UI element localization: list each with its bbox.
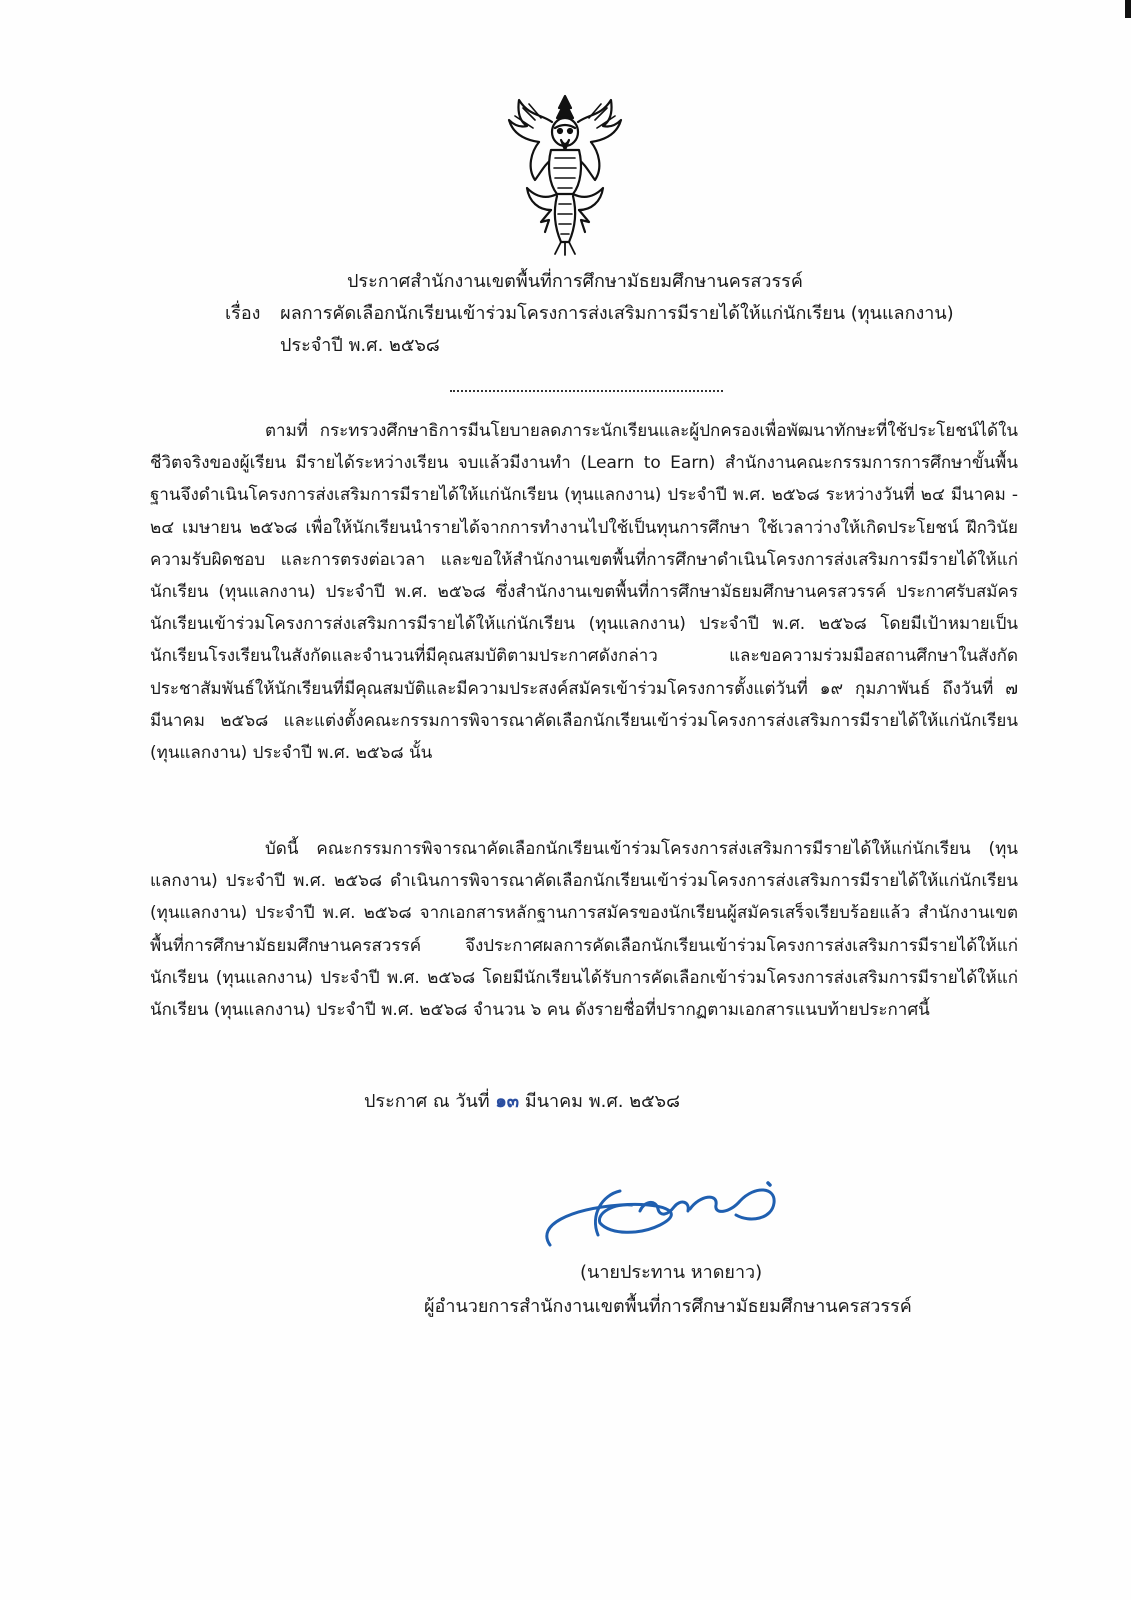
subject-line bbox=[225, 298, 954, 330]
issuing-office-title: ประกาศสำนักงานเขตพื้นที่การศึกษามัธยมศึกษานครสวรรค์ bbox=[347, 271, 803, 292]
body-paragraph-1: ตามที่ กระทรวงศึกษาธิการมีนโยบายลดภาระนักเรียนและผู้ปกครองเพื่อพัฒนาทักษะที่ใช้ประโยชน์ได้ในชีวิตจริงของผู้เรียน มีรายได้ระหว่างเรียน จบแล้วมีงานทำ (Learn to Earn) สำนักงานคณะกรรมการการศึกษาขั้นพื้นฐานจึงดำเนินโครงการส่งเสริมการมีรายได้ให้แก่นักเรียน (ทุนแลกงาน) ประจำปี พ.ศ. ๒๕๖๘ ระหว่างวันที่ ๒๔ มีนาคม - ๒๔ เมษายน ๒๕๖๘ เพื่อให้นักเรียนนำรายได้จากการทำงานไปใช้เป็นทุนการศึกษา ใช้เวลาว่างให้เกิดประโยชน์ ฝึกวินัย ความรับผิดชอบ และการตรงต่อเวลา และขอให้สำนักงานเขตพื้นที่การศึกษาดำเนินโครงการส่งเสริมการมีรายได้ให้แก่นักเรียน (ทุนแลกงาน) ประจำปี พ.ศ. ๒๕๖๘ ซึ่งสำนักงานเขตพื้นที่การศึกษามัธยมศึกษานครสวรรค์ ประกาศรับสมัครนักเรียนเข้าร่วมโครงการส่งเสริมการมีรายได้ให้แก่นักเรียน (ทุนแลกงาน) ประจำปี พ.ศ. ๒๕๖๘ โดยมีเป้าหมายเป็นนักเรียนโรงเรียนในสังกัดและจำนวนที่มีคุณสมบัติตามประกาศดังกล่าว และขอความร่วมมือสถานศึกษาในสังกัดประชาสัมพันธ์ให้นักเรียนที่มีคุณสมบัติและมีความประสงค์สมัครเข้าร่วมโครงการตั้งแต่วันที่ ๑๙ กุมภาพันธ์ ถึงวันที่ ๗ มีนาคม ๒๕๖๘ และแต่งตั้งคณะกรรมการพิจารณาคัดเลือกนักเรียนเข้าร่วมโครงการส่งเสริมการมีรายได้ให้แก่นักเรียน (ทุนแลกงาน) ประจำปี พ.ศ. ๒๕๖๘ นั้น bbox=[150, 421, 1018, 764]
subject-label: เรื่อง bbox=[225, 303, 261, 324]
body-paragraph-2: บัดนี้ คณะกรรมการพิจารณาคัดเลือกนักเรียนเข้าร่วมโครงการส่งเสริมการมีรายได้ให้แก่นักเรียน (ทุนแลกงาน) ประจำปี พ.ศ. ๒๕๖๘ ดำเนินการพิจารณาคัดเลือกนักเรียนเข้าร่วมโครงการส่งเสริมการมีรายได้ให้แก่นักเรียน (ทุนแลกงาน) ประจำปี พ.ศ. ๒๕๖๘ จากเอกสารหลักฐานการสมัครของนักเรียนผู้สมัครเสร็จเรียบร้อยแล้ว สำนักงานเขตพื้นที่การศึกษามัธยมศึกษานครสวรรค์ จึงประกาศผลการคัดเลือกนักเรียนเข้าร่วมโครงการส่งเสริมการมีรายได้ให้แก่นักเรียน (ทุนแลกงาน) ประจำปี พ.ศ. ๒๕๖๘ โดยมีนักเรียนได้รับการคัดเลือกเข้าร่วมโครงการส่งเสริมการมีรายได้ให้แก่นักเรียน (ทุนแลกงาน) ประจำปี พ.ศ. ๒๕๖๘ จำนวน ๖ คน ดังรายชื่อที่ปรากฏตามเอกสารแนบท้ายประกาศนี้ bbox=[150, 839, 1018, 1021]
garuda-emblem-icon bbox=[505, 92, 625, 257]
date-day: ๑๓ bbox=[495, 1091, 520, 1112]
signatory-name: (นายประทาน หาดยาว) bbox=[580, 1262, 763, 1283]
date-month-year: มีนาคม พ.ศ. ๒๕๖๘ bbox=[524, 1091, 680, 1112]
dotted-divider bbox=[450, 390, 723, 392]
scan-edge-mark bbox=[1125, 0, 1131, 18]
announcement-date bbox=[364, 1086, 680, 1115]
date-prefix: ประกาศ ณ วันที่ bbox=[364, 1091, 490, 1112]
signatory-title: ผู้อำนวยการสำนักงานเขตพื้นที่การศึกษามัธยมศึกษานครสวรรค์ bbox=[424, 1296, 912, 1317]
subject-text: ผลการคัดเลือกนักเรียนเข้าร่วมโครงการส่งเสริมการมีรายได้ให้แก่นักเรียน (ทุนแลกงาน) bbox=[280, 303, 954, 324]
fiscal-year-line: ประจำปี พ.ศ. ๒๕๖๘ bbox=[280, 335, 440, 356]
handwritten-signature bbox=[540, 1175, 790, 1265]
